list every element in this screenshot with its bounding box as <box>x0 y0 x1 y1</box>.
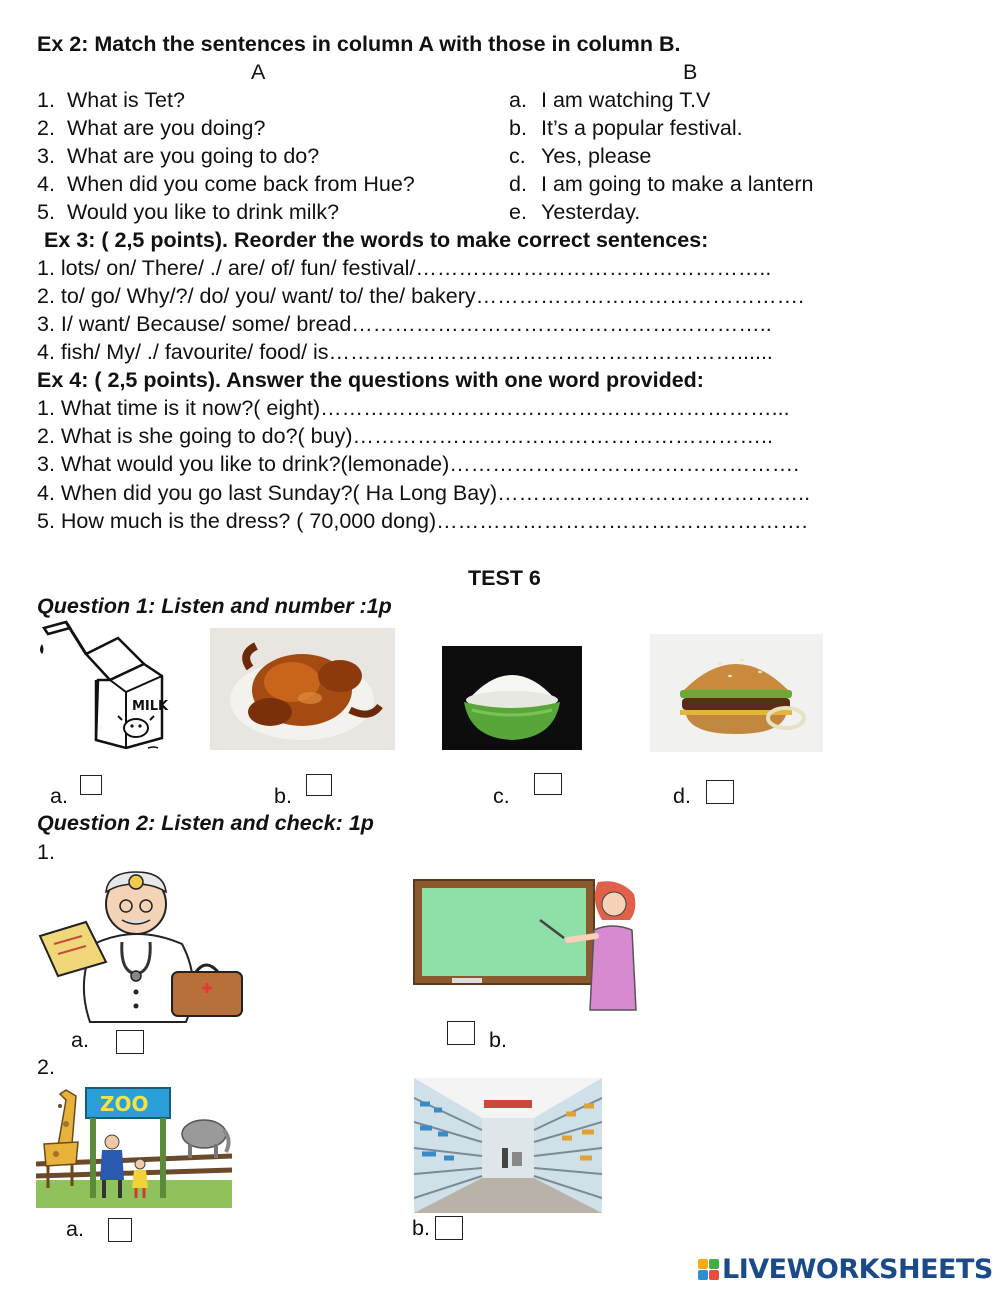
q1-answer-box-a[interactable] <box>80 775 102 795</box>
supermarket-picture <box>414 1078 602 1213</box>
col-b-letter: d. <box>509 172 527 196</box>
ex4-item: 5. How much is the dress? ( 70,000 dong)……………………………………………. <box>37 509 808 533</box>
ex4-item: 3. What would you like to drink?(lemonade)…………………………………………. <box>37 452 800 476</box>
col-b-sentence: I am watching T.V <box>541 88 711 112</box>
q2-item2-answer-box-b[interactable] <box>435 1216 463 1240</box>
liveworksheets-logo-icon <box>698 1259 719 1280</box>
ex3-heading: Ex 3: ( 2,5 points). Reorder the words to make correct sentences: <box>44 228 709 252</box>
q2-item-number: 2. <box>37 1055 55 1079</box>
col-a-sentence: What is Tet? <box>67 88 185 112</box>
q1-option-label: c. <box>493 784 510 808</box>
col-b-sentence: It’s a popular festival. <box>541 116 743 140</box>
ex4-item: 4. When did you go last Sunday?( Ha Long Bay)…………………………………….. <box>37 481 811 505</box>
roast-chicken-picture <box>210 628 395 750</box>
test-title: TEST 6 <box>468 566 541 590</box>
col-a-sentence: Would you like to drink milk? <box>67 200 340 224</box>
col-a-num: 5. <box>37 200 55 224</box>
q2-option-label: b. <box>412 1216 430 1240</box>
ex4-heading: Ex 4: ( 2,5 points). Answer the questions with one word provided: <box>37 368 704 392</box>
q1-option-label: d. <box>673 784 691 808</box>
ex3-item: 1. lots/ on/ There/ ./ are/ of/ fun/ festival/………………………………………….. <box>37 256 772 280</box>
teacher-blackboard-picture <box>412 876 642 1014</box>
ex4-item: 2. What is she going to do?( buy)………………………………………………….. <box>37 424 773 448</box>
rice-bowl-picture <box>442 646 582 750</box>
ex3-item: 3. I/ want/ Because/ some/ bread………………………………………………….. <box>37 312 772 336</box>
column-a-header: A <box>251 60 266 84</box>
col-b-sentence: Yes, please <box>541 144 652 168</box>
q2-item1-answer-box-b[interactable] <box>447 1021 475 1045</box>
col-a-num: 1. <box>37 88 55 112</box>
column-b-header: B <box>683 60 698 84</box>
q1-answer-box-b[interactable] <box>306 774 332 796</box>
col-b-sentence: Yesterday. <box>541 200 641 224</box>
col-a-sentence: What are you going to do? <box>67 144 320 168</box>
col-a-num: 2. <box>37 116 55 140</box>
col-b-letter: b. <box>509 116 527 140</box>
q2-item1-answer-box-a[interactable] <box>116 1030 144 1054</box>
milk-label: MILK <box>132 699 169 714</box>
col-a-sentence: When did you come back from Hue? <box>67 172 415 196</box>
question-1-title: Question 1: Listen and number :1p <box>37 594 392 618</box>
q2-option-label: a. <box>66 1217 84 1241</box>
question-2-title: Question 2: Listen and check: 1p <box>37 811 374 835</box>
zoo-picture <box>36 1084 232 1208</box>
q2-option-label: b. <box>489 1028 507 1052</box>
liveworksheets-wordmark: LIVEWORKSHEETS <box>722 1254 993 1285</box>
ex3-item: 2. to/ go/ Why/?/ do/ you/ want/ to/ the/ bakery………………………………………. <box>37 284 805 308</box>
liveworksheets-logo <box>698 1254 993 1285</box>
q1-option-label: b. <box>274 784 292 808</box>
q1-answer-box-c[interactable] <box>534 773 562 795</box>
q1-option-label: a. <box>50 784 68 808</box>
q1-answer-box-d[interactable] <box>706 780 734 804</box>
col-b-letter: e. <box>509 200 527 224</box>
ex2-heading: Ex 2: Match the sentences in column A with those in column B. <box>37 32 681 56</box>
col-a-num: 3. <box>37 144 55 168</box>
col-b-letter: a. <box>509 88 527 112</box>
col-a-num: 4. <box>37 172 55 196</box>
zoo-sign-text: ZOO <box>100 1092 149 1116</box>
col-b-sentence: I am going to make a lantern <box>541 172 814 196</box>
q2-option-label: a. <box>71 1028 89 1052</box>
col-a-sentence: What are you doing? <box>67 116 266 140</box>
ex3-item: 4. fish/ My/ ./ favourite/ food/ is…………………………………………………...... <box>37 340 773 364</box>
q2-item-number: 1. <box>37 840 55 864</box>
doctor-picture <box>36 862 248 1026</box>
col-b-letter: c. <box>509 144 526 168</box>
hamburger-picture <box>650 634 823 752</box>
q2-item2-answer-box-a[interactable] <box>108 1218 132 1242</box>
ex4-item: 1. What time is it now?( eight)………………………………………………………... <box>37 396 790 420</box>
milk-carton-picture <box>36 620 170 754</box>
